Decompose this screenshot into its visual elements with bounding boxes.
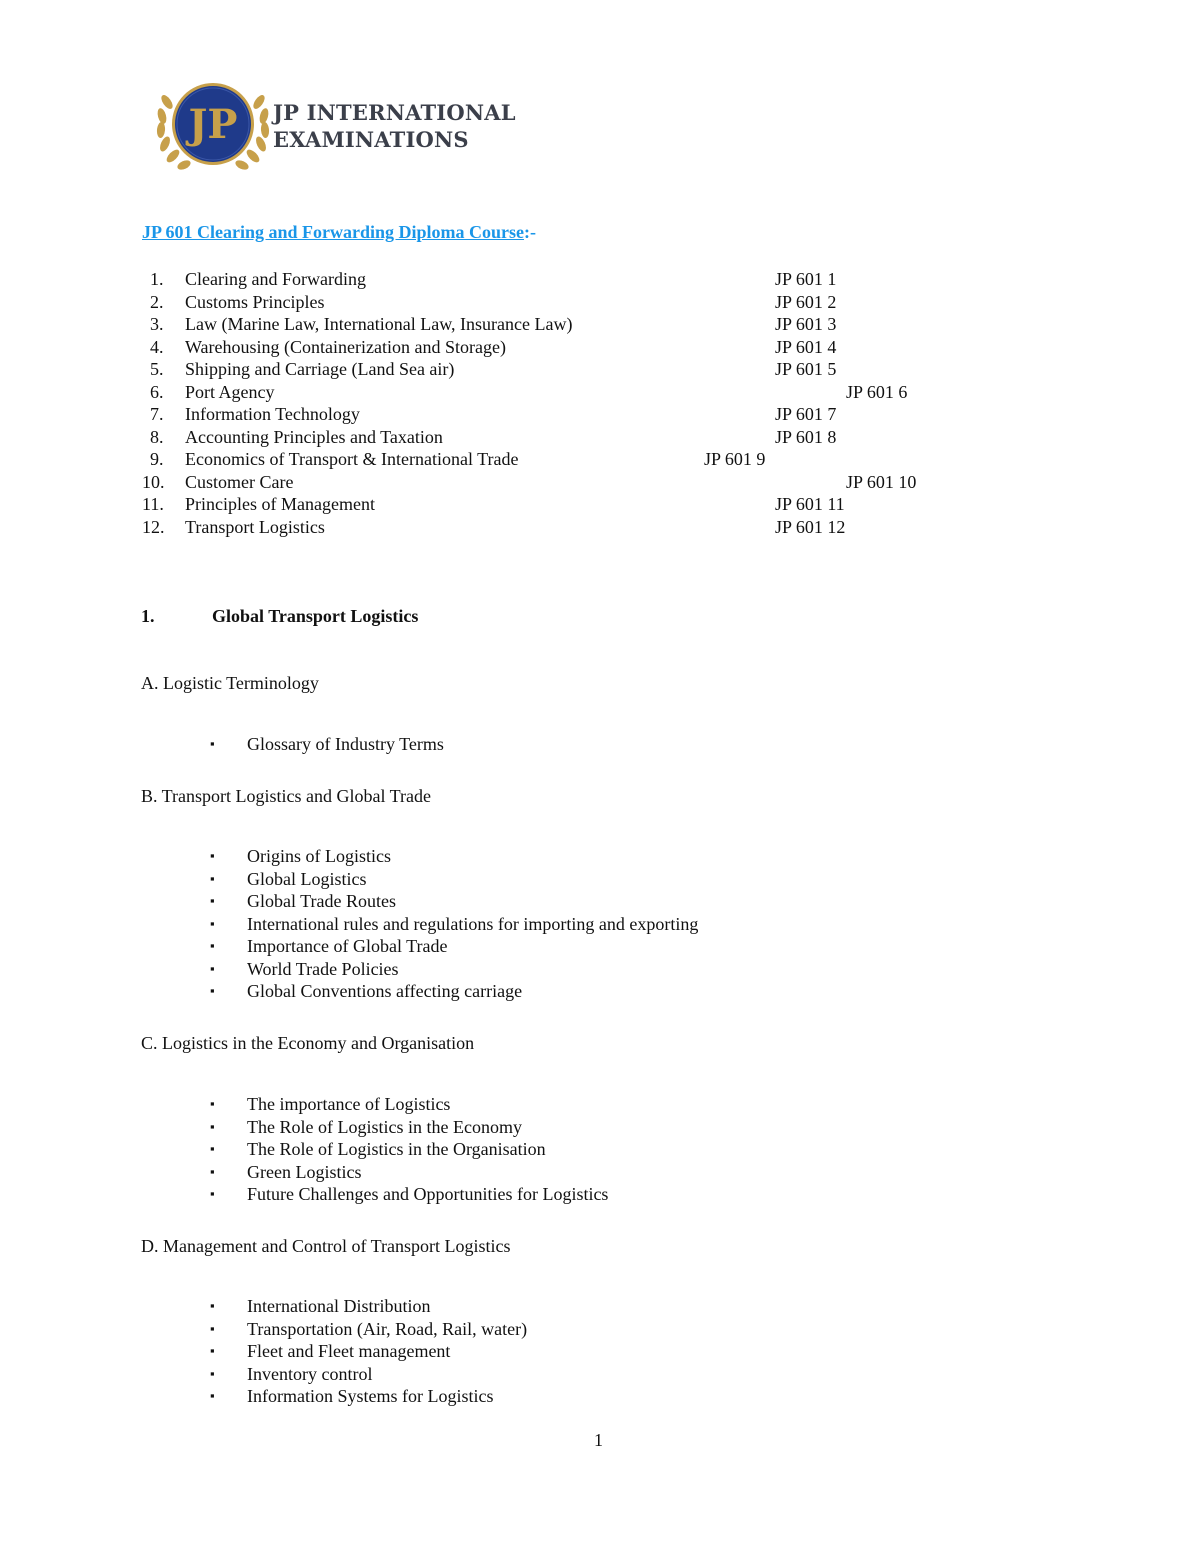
bullet-list — [0, 1093, 1200, 1206]
list-item-text: International rules and regulations for importing and exporting — [247, 913, 699, 934]
course-title-link[interactable]: JP 601 Clearing and Forwarding Diploma Course — [142, 222, 525, 242]
list-item-number: 1. — [150, 269, 164, 289]
list-item — [0, 268, 1200, 291]
list-item-name: Customer Care — [185, 471, 294, 492]
bullet-icon: ▪ — [210, 1118, 215, 1134]
list-item — [0, 890, 1200, 913]
list-item-number: 7. — [150, 404, 164, 424]
list-item — [0, 448, 1200, 471]
list-item — [0, 358, 1200, 381]
list-item-name: Principles of Management — [185, 494, 375, 514]
bullet-list — [0, 845, 1200, 1003]
list-item-number: 12. — [142, 516, 165, 537]
bullet-icon: ▪ — [210, 1388, 215, 1403]
bullet-icon: ▪ — [210, 1365, 215, 1381]
logo-wordmark — [273, 99, 516, 153]
list-item-code: JP 601 5 — [775, 359, 837, 379]
bullet-icon: ▪ — [210, 1096, 215, 1111]
section-number: 1. — [141, 606, 155, 626]
bullet-icon: ▪ — [210, 1163, 215, 1179]
bullet-icon: ▪ — [210, 960, 215, 976]
list-item-code: JP 601 10 — [846, 471, 917, 492]
list-item — [0, 1340, 1200, 1363]
list-item — [0, 1363, 1200, 1386]
subsection-heading: B. Transport Logistics and Global Trade — [141, 786, 432, 806]
list-item-number: 8. — [150, 426, 164, 447]
list-item-name: Information Technology — [185, 404, 360, 424]
list-item-text: Global Conventions affecting carriage — [247, 981, 523, 1001]
logo-emblem-text: JP — [188, 101, 238, 148]
list-item-code: JP 601 1 — [775, 269, 837, 289]
subsection-heading: C. Logistics in the Economy and Organisation — [141, 1033, 475, 1053]
section-title: Global Transport Logistics — [212, 606, 419, 626]
list-item-code: JP 601 6 — [846, 381, 908, 402]
list-item-number: 11. — [142, 494, 164, 514]
list-item-text: Inventory control — [247, 1363, 373, 1384]
list-item — [0, 845, 1200, 868]
list-item-number: 4. — [150, 336, 164, 357]
list-item-text: World Trade Policies — [247, 958, 399, 979]
list-item-name: Transport Logistics — [185, 516, 325, 537]
list-item — [0, 868, 1200, 891]
list-item — [0, 1138, 1200, 1161]
subsection-heading: A. Logistic Terminology — [141, 673, 319, 693]
list-item-number: 2. — [150, 291, 164, 312]
bullet-icon: ▪ — [210, 893, 215, 908]
bullet-icon: ▪ — [210, 736, 215, 751]
list-item-text: Fleet and Fleet management — [247, 1341, 451, 1361]
list-item-name: Law (Marine Law, International Law, Insurance Law) — [185, 314, 573, 334]
list-item — [0, 313, 1200, 336]
list-item-name: Customs Principles — [185, 291, 325, 312]
laurel-emblem-icon — [153, 80, 273, 172]
list-item-name: Economics of Transport & International Trade — [185, 449, 519, 469]
list-item-text: Green Logistics — [247, 1161, 362, 1182]
list-item-number: 6. — [150, 381, 164, 402]
bullet-icon: ▪ — [210, 938, 215, 953]
list-item — [0, 980, 1200, 1003]
list-item-code: JP 601 8 — [775, 426, 837, 447]
list-item-name: Accounting Principles and Taxation — [185, 426, 443, 447]
course-title — [142, 222, 536, 243]
list-item-text: International Distribution — [247, 1296, 431, 1316]
list-item-code: JP 601 3 — [775, 314, 837, 334]
list-item-text: The importance of Logistics — [247, 1094, 451, 1114]
list-item-name: Clearing and Forwarding — [185, 269, 366, 289]
list-item-code: JP 601 9 — [704, 449, 766, 469]
list-item-text: Future Challenges and Opportunities for Logistics — [247, 1184, 609, 1204]
list-item — [0, 958, 1200, 981]
list-item — [0, 1318, 1200, 1341]
list-item-text: Origins of Logistics — [247, 846, 391, 866]
list-item — [0, 291, 1200, 314]
bullet-list — [0, 1295, 1200, 1408]
list-item-text: The Role of Logistics in the Organisation — [247, 1139, 546, 1159]
page-number: 1 — [594, 1430, 603, 1450]
bullet-icon: ▪ — [210, 1298, 215, 1313]
bullet-icon: ▪ — [210, 1320, 215, 1336]
list-item — [0, 1161, 1200, 1184]
bullet-icon: ▪ — [210, 1343, 215, 1358]
bullet-icon: ▪ — [210, 915, 215, 931]
list-item — [0, 1093, 1200, 1116]
list-item-number: 9. — [150, 449, 164, 469]
bullet-icon: ▪ — [210, 983, 215, 998]
list-item — [0, 1116, 1200, 1139]
list-item — [0, 381, 1200, 404]
bullet-icon: ▪ — [210, 1186, 215, 1201]
subsection-heading: D. Management and Control of Transport Logistics — [141, 1236, 511, 1256]
list-item-number: 5. — [150, 359, 164, 379]
list-item-text: Information Systems for Logistics — [247, 1386, 494, 1406]
list-item — [0, 493, 1200, 516]
bullet-icon: ▪ — [210, 1141, 215, 1156]
bullet-icon: ▪ — [210, 870, 215, 886]
logo-line-2: EXAMINATIONS — [273, 127, 469, 152]
list-item — [0, 336, 1200, 359]
list-item — [0, 1295, 1200, 1318]
list-item-text: The Role of Logistics in the Economy — [247, 1116, 522, 1137]
list-item — [0, 1385, 1200, 1408]
list-item — [0, 1183, 1200, 1206]
bullet-list — [0, 733, 1200, 756]
logo-line-1: JP INTERNATIONAL — [273, 100, 516, 125]
course-title-suffix: :- — [524, 222, 537, 242]
list-item-text: Global Logistics — [247, 868, 367, 889]
list-item — [0, 471, 1200, 494]
list-item-text: Importance of Global Trade — [247, 936, 448, 956]
list-item-number: 10. — [142, 471, 165, 492]
list-item-number: 3. — [150, 314, 164, 334]
list-item-name: Warehousing (Containerization and Storage) — [185, 336, 506, 357]
list-item-text: Transportation (Air, Road, Rail, water) — [247, 1318, 528, 1339]
list-item-code: JP 601 12 — [775, 516, 846, 537]
list-item-code: JP 601 2 — [775, 291, 837, 312]
list-item — [0, 733, 1200, 756]
list-item-code: JP 601 7 — [775, 404, 837, 424]
course-list — [0, 268, 1200, 538]
list-item-text: Global Trade Routes — [247, 891, 397, 911]
list-item — [0, 426, 1200, 449]
list-item-name: Port Agency — [185, 381, 275, 402]
list-item — [0, 935, 1200, 958]
list-item — [0, 403, 1200, 426]
list-item — [0, 516, 1200, 539]
list-item — [0, 913, 1200, 936]
list-item-code: JP 601 11 — [775, 494, 845, 514]
list-item-text: Glossary of Industry Terms — [247, 734, 444, 754]
list-item-name: Shipping and Carriage (Land Sea air) — [185, 359, 455, 379]
list-item-code: JP 601 4 — [775, 336, 837, 357]
bullet-icon: ▪ — [210, 848, 215, 863]
